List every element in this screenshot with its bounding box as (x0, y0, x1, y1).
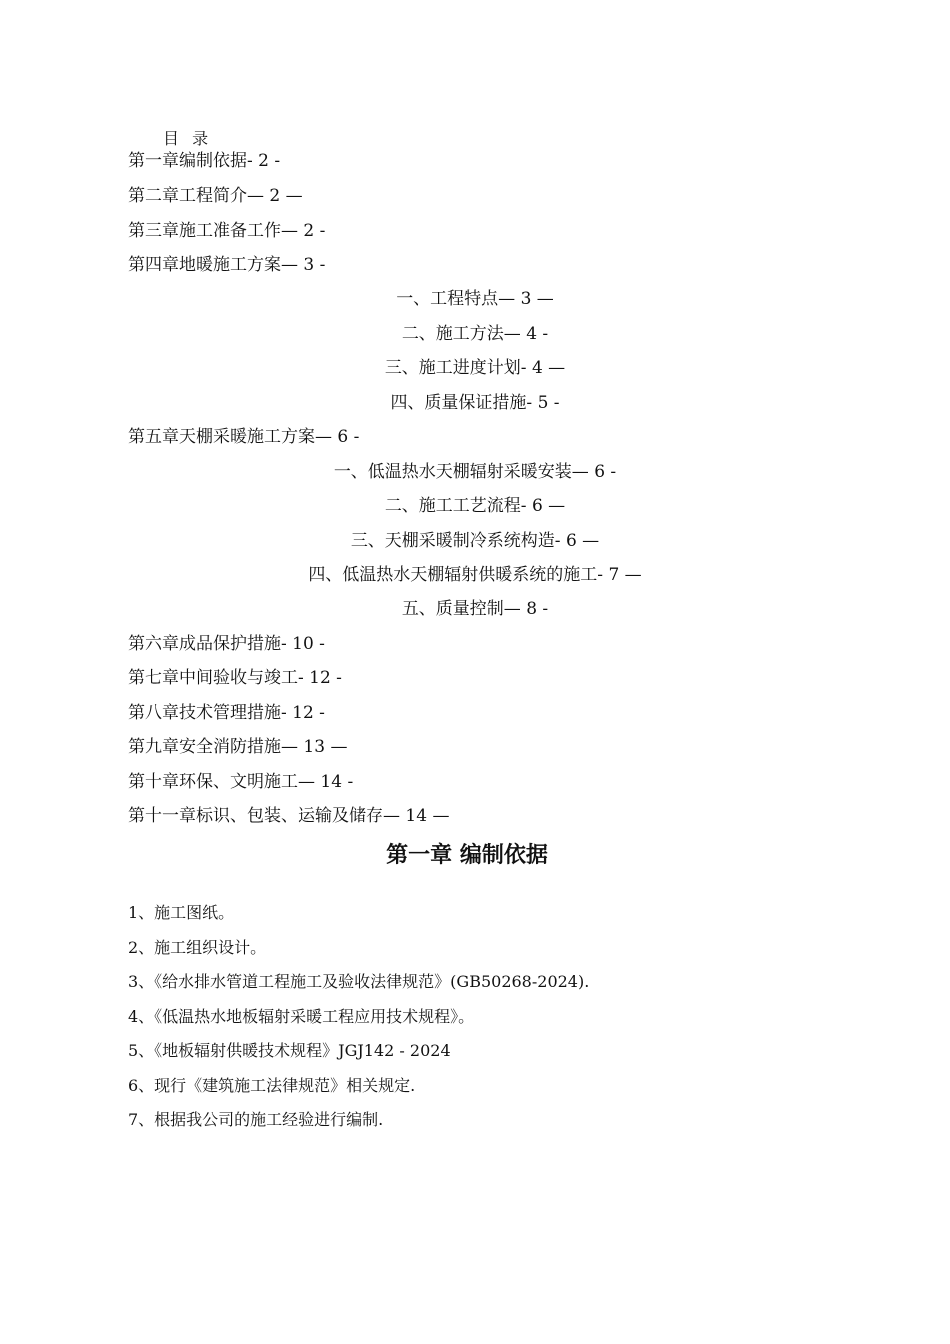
toc-entry-ch5-2[interactable]: 二、施工工艺流程- 6 — (384, 496, 566, 516)
basis-item-7: 7、根据我公司的施工经验进行编制. (128, 1110, 384, 1129)
toc-entry-ch2[interactable]: 第二章工程简介— 2 — (128, 186, 303, 206)
chapter-heading: 第一章 编制依据 (386, 843, 548, 868)
toc-entry-ch1[interactable]: 第一章编制依据- 2 - (128, 151, 281, 171)
toc-entry-ch4-3[interactable]: 三、施工进度计划- 4 — (384, 358, 566, 378)
toc-entry-ch9[interactable]: 第九章安全消防措施— 13 — (128, 737, 348, 757)
toc-entry-ch5-3[interactable]: 三、天棚采暖制冷系统构造- 6 — (350, 531, 600, 551)
toc-entry-ch4-4[interactable]: 四、质量保证措施- 5 - (390, 393, 560, 413)
toc-entry-ch10[interactable]: 第十章环保、文明施工— 14 - (128, 772, 354, 792)
toc-entry-ch3[interactable]: 第三章施工准备工作— 2 - (128, 221, 326, 241)
toc-entry-ch11[interactable]: 第十一章标识、包装、运输及储存— 14 — (128, 806, 450, 826)
toc-entry-ch5-4[interactable]: 四、低温热水天棚辐射供暖系统的施工- 7 — (308, 565, 642, 585)
basis-item-3: 3、《给水排水管道工程施工及验收法律规范》(GB50268-2024). (128, 972, 590, 991)
basis-item-4: 4、《低温热水地板辐射采暖工程应用技术规程》。 (128, 1007, 475, 1026)
basis-item-5: 5、《地板辐射供暖技术规程》JGJ142 - 2024 (128, 1041, 451, 1060)
basis-item-6: 6、现行《建筑施工法律规范》相关规定. (128, 1076, 416, 1095)
toc-entry-ch5-5[interactable]: 五、质量控制— 8 - (401, 599, 549, 619)
toc-entry-ch5-1[interactable]: 一、低温热水天棚辐射采暖安装— 6 - (333, 462, 617, 482)
basis-item-1: 1、施工图纸。 (128, 903, 235, 922)
toc-entry-ch8[interactable]: 第八章技术管理措施- 12 - (128, 703, 325, 723)
toc-entry-ch6[interactable]: 第六章成品保护措施- 10 - (128, 634, 325, 654)
basis-item-2: 2、施工组织设计。 (128, 938, 267, 957)
toc-title: 目 录 (163, 129, 213, 148)
toc-entry-ch4[interactable]: 第四章地暖施工方案— 3 - (128, 255, 326, 275)
toc-entry-ch5[interactable]: 第五章天棚采暖施工方案— 6 - (128, 427, 360, 447)
toc-entry-ch7[interactable]: 第七章中间验收与竣工- 12 - (128, 668, 342, 688)
toc-entry-ch4-2[interactable]: 二、施工方法— 4 - (401, 324, 549, 344)
toc-entry-ch4-1[interactable]: 一、工程特点— 3 — (396, 289, 554, 309)
